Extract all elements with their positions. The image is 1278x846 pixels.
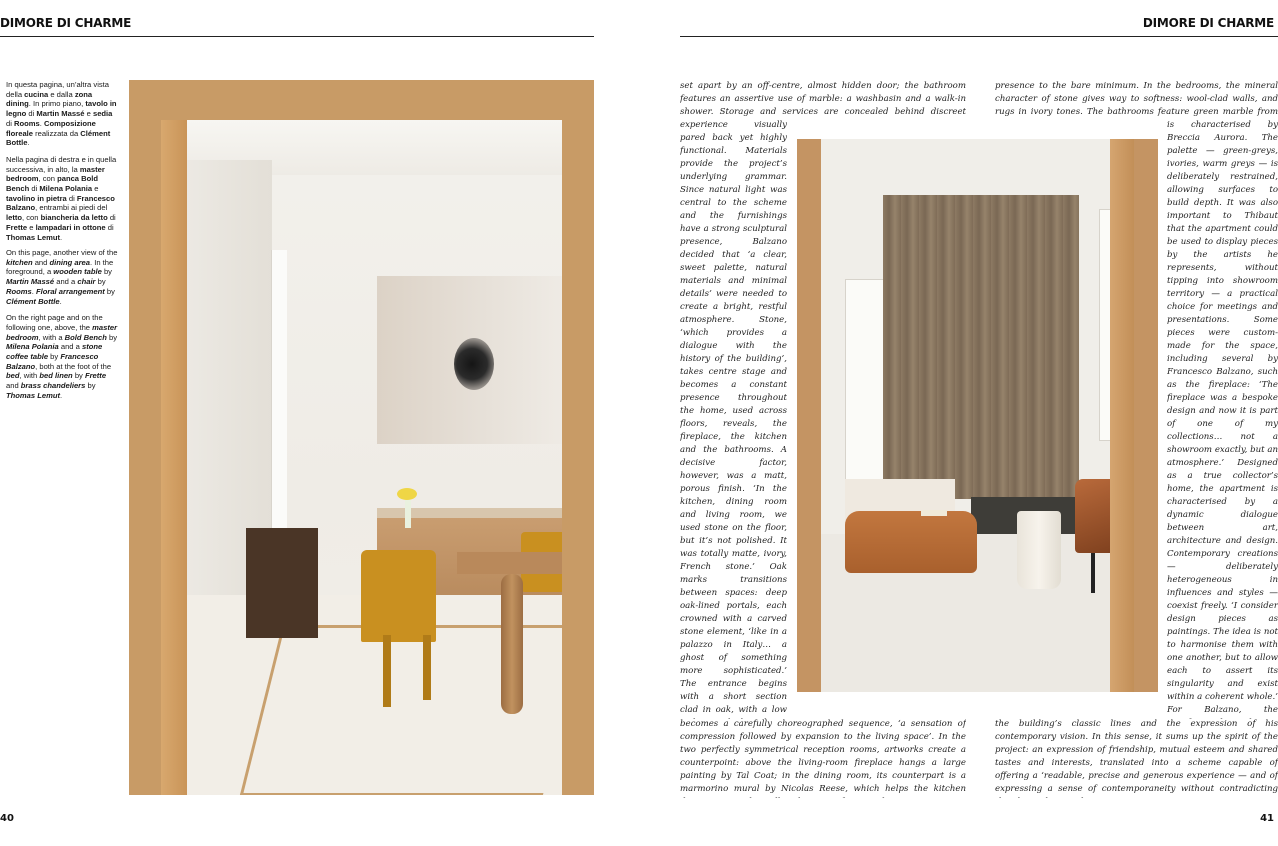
curtain <box>883 195 1079 499</box>
caption-credit: master bedroom <box>6 322 118 342</box>
caption-text: . In primo piano, <box>28 99 86 109</box>
caption-text: , con <box>22 213 41 223</box>
caption-text: . <box>31 286 36 296</box>
caption-text: , entrambi ai piedi del <box>35 203 108 213</box>
running-head-left: DIMORE DI CHARME <box>0 16 132 30</box>
caption-credit: tavolo in legno <box>6 99 117 119</box>
caption-credit: cucina <box>24 89 49 99</box>
caption-credit: Milena Polania <box>6 342 59 352</box>
caption-text: and <box>32 257 50 267</box>
caption-text: by <box>101 267 112 277</box>
caption-text: and a <box>54 277 78 287</box>
page-number-left: 40 <box>0 813 14 824</box>
caption-credit: master bedroom <box>6 164 105 184</box>
floral-arrangement <box>397 488 417 500</box>
caption-credit: kitchen <box>6 257 33 267</box>
caption-credit: Thomas Lemut <box>6 232 61 242</box>
caption-text: and <box>6 381 21 391</box>
chair <box>361 550 436 642</box>
caption-text: In questa pagina, un’altra vista della <box>6 80 110 99</box>
caption-text: di <box>26 109 37 119</box>
caption-credit: Rooms <box>6 286 32 296</box>
caption-text: . In the foreground, a <box>6 257 114 277</box>
caption-italian <box>6 80 118 249</box>
caption-credit: brass chandeliers <box>20 381 86 391</box>
caption-credit: Milena Polania <box>39 184 93 194</box>
caption-credit: Francesco Balzano <box>6 193 115 213</box>
body-col1-top: set apart by an off-centre, almost hidden door; the bathroom features an assertive use of marble: a washbasin and a walk-in shower. Storage and services are concealed behind discreet <box>680 81 966 117</box>
caption-text: by <box>106 332 118 342</box>
caption-credit: biancheria da letto <box>40 213 108 223</box>
caption-text: by <box>85 381 96 391</box>
caption-text: e <box>92 184 99 194</box>
caption-text: , with <box>19 371 40 381</box>
caption-text: di <box>29 184 40 194</box>
caption-credit: wooden table <box>53 267 102 277</box>
caption-credit: lampadari in ottone <box>35 222 106 232</box>
caption-text: di <box>66 193 77 203</box>
caption-credit: Rooms <box>14 118 40 128</box>
caption-credit: Francesco Balzano <box>6 352 99 371</box>
caption-text: by <box>104 286 115 296</box>
caption-text: by <box>72 371 85 381</box>
caption-text: . <box>60 232 63 242</box>
caption-credit: Floral arrangement <box>35 286 105 296</box>
caption-text: by <box>48 352 61 362</box>
caption-text: by <box>95 277 106 287</box>
caption-credit: Composizione floreale <box>6 118 96 138</box>
caption-text: Nella pagina di destra e in quella successiva, in alto, la <box>6 154 117 174</box>
running-head-right: DIMORE DI CHARME <box>1142 16 1274 30</box>
master-bedroom-photo <box>797 139 1158 692</box>
caption-credit: panca Bold Bench <box>6 174 99 194</box>
caption-text: , both at the foot of the <box>35 361 112 371</box>
page-number-right: 41 <box>1260 813 1274 824</box>
caption-text: e dalla <box>48 89 75 99</box>
caption-credit: Clément Bottle <box>6 296 60 306</box>
caption-credit: Martin Massé <box>36 109 85 119</box>
caption-text: di <box>105 222 114 232</box>
caption-text: e <box>27 222 36 232</box>
caption-credit: Thomas Lemut <box>6 390 61 400</box>
kitchen-dining-photo <box>129 80 594 795</box>
caption-text: . <box>60 390 63 400</box>
caption-credit: dining area <box>49 257 90 267</box>
caption-credit: Frette <box>6 222 28 232</box>
caption-text: On the right page and on the following one, above, the <box>6 313 103 332</box>
caption-credit: sedia <box>92 109 113 119</box>
caption-text: e <box>84 109 93 119</box>
caption-credit: Frette <box>84 371 107 381</box>
caption-credit: chair <box>77 277 96 287</box>
caption-credit: Clément Bottle <box>6 128 111 148</box>
body-col2-narrow: is characterised by Breccia Aurora. The palette — green-greys, ivories, warm greys — is deliberately restrained, allowing surfaces to build depth. It was also important to Thibaut that the apartment could be used to display pieces by the artists he represents, without tipping into showroom territory — a practical choice for meetings and presentations. Some pieces were custom-made for the space, including several by Francesco Balzano, such as the fireplace: ‘The fireplace was a bespoke design and now it is part of one of my collections… not a showroom exactly, but an atmosphere.’ Designed as a true collector’s home, the apartment is characterised by a dynamic dialogue between art, architecture and design. Contemporary creations — deliberately heterogeneous in influences and styles — coexist freely. ‘I consider design pieces as paintings. The idea is not to harmonise them with one another, but to allow each to assert its singularity and exist within a coherent whole.’ For Balzano, the <box>1167 120 1278 715</box>
caption-text: . <box>39 118 45 128</box>
caption-text: . <box>27 138 30 148</box>
caption-credit: bed <box>6 371 20 381</box>
caption-text: . <box>59 296 62 306</box>
caption-text: , con <box>38 174 58 184</box>
caption-text: di <box>6 118 15 128</box>
caption-credit: letto <box>6 213 23 223</box>
body-col2-bottom: the building’s classic lines and the expression of his contemporary vision. In this sense, it sums up the spirit of the project: an expression of friendship, mutual esteem and shared tastes and interests, translated into a scheme capable of offering a ‘readable, precise and generous experience — and of expressing a sense of contemporaneity without contradicting <box>995 718 1278 798</box>
body-col1-narrow: experience visually pared back yet highly functional. Materials provide the project’s underlying grammar. Since natural light was central to the scheme and the furnishings have a strong sculptural presence, Balzano decided that ‘a clear, sweet palette, natural materials and minimal details’ were needed to create a bright, restful atmosphere. Stone, ‘which provides a dialogue with the history of the building’, takes centre stage and becomes a constant presence throughout the home, used across floors, reveals, the fireplace, the kitchen and the bathrooms. A decisive factor, however, was a matt, porous finish. ‘In the kitchen, dining room and living room, we used stone on the floor, but it’s not polished. It was totally matte, ivory, French stone.’ Oak marks transitions between spaces: deep oak-lined portals, each crowned with a carved stone element, ‘like in a palazzo in Italy… a ghost of something more sophisticated.’ The entrance begins with a short section clad in oak, with a low <box>680 120 787 715</box>
caption-credit: tavolino in pietra <box>6 193 67 203</box>
caption-text: , with a <box>38 332 65 342</box>
body-col2-top: presence to the bare minimum. In the bedrooms, the mineral character of stone gives way to softness: wool-clad walls, and rugs in ivory tones. The bathrooms feature green marble from <box>995 81 1278 117</box>
caption-credit: zona dining <box>6 89 93 109</box>
caption-text: On this page, another view of the <box>6 248 118 257</box>
caption-text: di <box>107 213 116 223</box>
caption-credit: bed linen <box>39 371 73 381</box>
stone-coffee-table <box>1017 511 1061 589</box>
header-rule-left <box>0 36 594 37</box>
caption-text: and a <box>58 342 82 352</box>
header-rule-right <box>680 36 1278 37</box>
caption-credit: stone coffee table <box>6 342 103 362</box>
body-col1-bottom: becomes a carefully choreographed sequence, ‘a sensation of compression followed by expansion to the living space’. In the two perfectly symmetrical reception rooms, artworks create a counterpoint: above the living-room fireplace hangs a large painting by Tal Coat; in the dining room, its counterpart is a marmorino mural by Nicolas Reese, which helps the kitchen <box>680 719 966 794</box>
bold-bench <box>845 511 977 573</box>
wooden-bench <box>246 528 318 638</box>
caption-text: realizzata da <box>33 128 81 138</box>
caption-credit: Martin Massé <box>6 277 55 287</box>
caption-english <box>6 248 118 408</box>
wooden-table <box>457 552 562 574</box>
caption-credit: Bold Bench <box>64 332 107 342</box>
